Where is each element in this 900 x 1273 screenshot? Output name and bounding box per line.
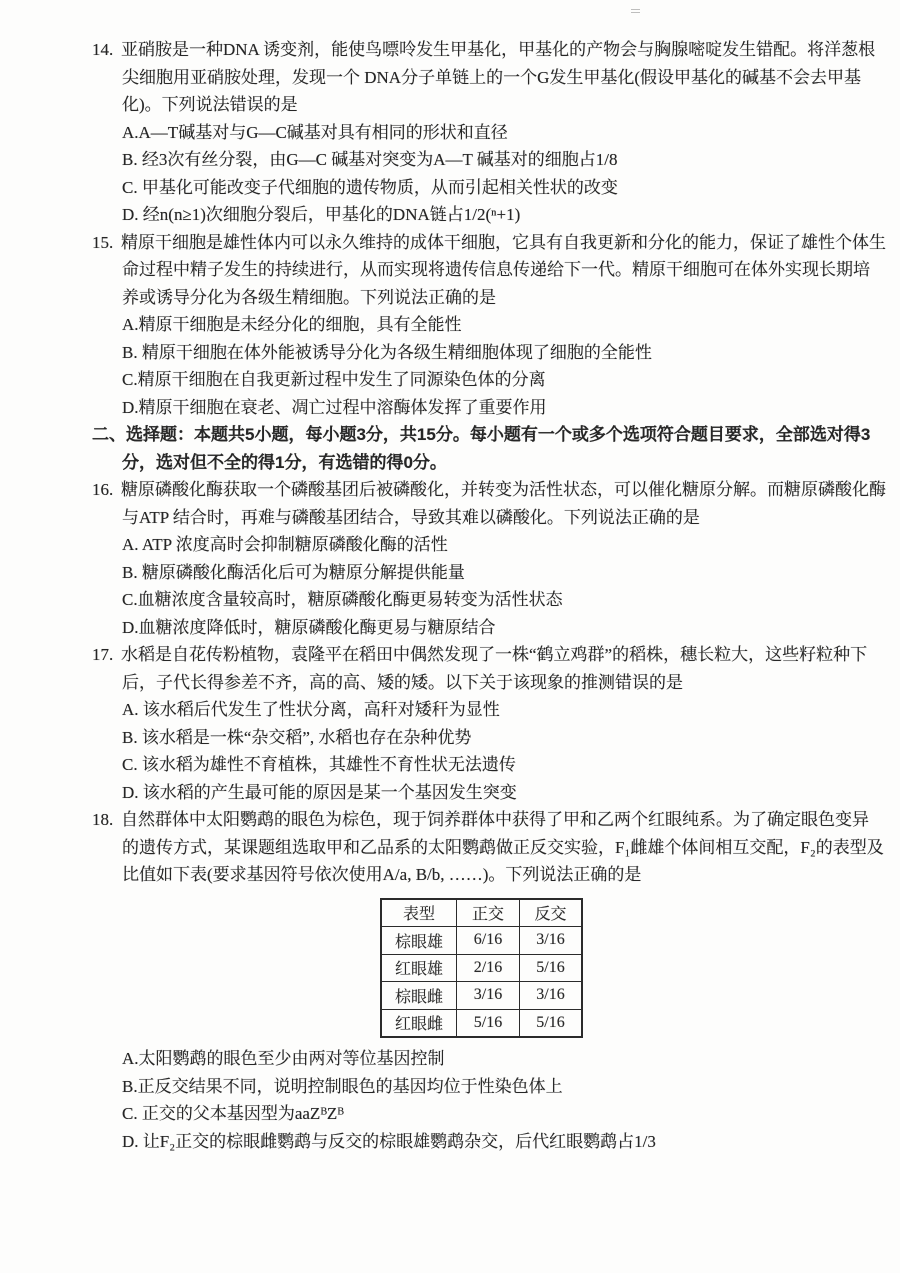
question-stem-line: 尖细胞用亚硝胺处理，发现一个 DNA分子单链上的一个G发生甲基化(假设甲基化的碱基不会去甲基 bbox=[122, 67, 862, 87]
table-cell: 红眼雄 bbox=[381, 954, 457, 982]
option-b: B. 该水稻是一株“杂交稻”, 水稻也存在杂种优势 bbox=[122, 727, 472, 747]
option-c: C. 该水稻为雄性不育植株，其雄性不育性状无法遗传 bbox=[122, 755, 516, 774]
question-stem-text: 自然群体中太阳鹦鹉的眼色为棕色，现于饲养群体中获得了甲和乙两个红眼纯系。为了确定眼色变异 bbox=[121, 810, 869, 829]
table-cell: 6/16 bbox=[457, 927, 520, 955]
question-stem-line: 命过程中精子发生的持续进行，从而实现将遗传信息传递给下一代。精原干细胞可在体外实现长期培 bbox=[122, 260, 870, 279]
table-row bbox=[381, 954, 582, 982]
question-stem-line: 的遗传方式，某课题组选取甲和乙品系的太阳鹦鹉做正反交实验，F₁雌雄个体间相互交配，F₂的表型及 bbox=[122, 837, 884, 857]
table-cell: 3/16 bbox=[520, 982, 583, 1010]
table-cell: 棕眼雄 bbox=[381, 927, 457, 955]
question-number: 18. bbox=[92, 810, 114, 829]
table-cell: 5/16 bbox=[520, 1009, 583, 1037]
option-d: D. 该水稻的产生最可能的原因是某一个基因发生突变 bbox=[122, 782, 517, 802]
question-number: 15. bbox=[92, 232, 114, 252]
question-18 bbox=[92, 806, 884, 1155]
table-cell: 5/16 bbox=[520, 954, 583, 982]
table-header-cell: 表型 bbox=[381, 899, 457, 927]
section-header-line: 二、选择题：本题共5小题，每小题3分，共15分。每小题有一个或多个选项符合题目要求，全部选对得3 bbox=[92, 425, 871, 444]
table-cell: 3/16 bbox=[457, 982, 520, 1010]
question-stem-line: 与ATP 结合时，再难与磷酸基团结合，导致其难以磷酸化。下列说法正确的是 bbox=[122, 507, 700, 527]
option-b: B. 糖原磷酸化酶活化后可为糖原分解提供能量 bbox=[122, 562, 465, 582]
table-header-cell: 正交 bbox=[457, 899, 520, 927]
option-b: B. 经3次有丝分裂，由G—C 碱基对突变为A—T 碱基对的细胞占1/8 bbox=[122, 150, 618, 169]
question-stem-text: 糖原磷酸化酶获取一个磷酸基团后被磷酸化，并转变为活性状态，可以催化糖原分解。而糖原磷酸化酶 bbox=[121, 480, 886, 499]
question-stem-line bbox=[92, 36, 876, 64]
option-c: C.精原干细胞在自我更新过程中发生了同源染色体的分离 bbox=[122, 370, 546, 389]
table-cell: 5/16 bbox=[457, 1009, 520, 1037]
table-header-row bbox=[381, 899, 582, 927]
question-stem-line: 养或诱导分化为各级生精细胞。下列说法正确的是 bbox=[122, 287, 496, 307]
question-16 bbox=[92, 476, 886, 641]
question-stem-line bbox=[92, 641, 868, 669]
table-cell: 红眼雌 bbox=[381, 1009, 457, 1037]
question-14 bbox=[92, 36, 876, 229]
question-stem-line: 化)。下列说法错误的是 bbox=[122, 95, 298, 114]
question-stem-line bbox=[92, 229, 886, 257]
option-a: A.A—T碱基对与G—C碱基对具有相同的形状和直径 bbox=[122, 122, 508, 142]
question-stem-text: 亚硝胺是一种DNA 诱变剂，能使鸟嘌呤发生甲基化，甲基化的产物会与胸腺嘧啶发生错配。将洋葱根 bbox=[121, 40, 876, 59]
table-header-cell: 反交 bbox=[520, 899, 583, 927]
question-stem-text: 精原干细胞是雄性体内可以永久维持的成体干细胞，它具有自我更新和分化的能力，保证了雄性个体生 bbox=[121, 232, 886, 252]
section-2-header bbox=[92, 421, 871, 476]
option-d: D. 经n(n≥1)次细胞分裂后，甲基化的DNA链占1/2(ⁿ+1) bbox=[122, 205, 521, 224]
f2-phenotype-table bbox=[380, 898, 583, 1039]
question-stem-line: 后，子代长得参差不齐，高的高、矮的矮。以下关于该现象的推测错误的是 bbox=[122, 672, 683, 692]
option-d: D.血糖浓度降低时，糖原磷酸化酶更易与糖原结合 bbox=[122, 617, 496, 637]
page-content bbox=[92, 36, 886, 1155]
option-d: D. 让F₂正交的棕眼雌鹦鹉与反交的棕眼雄鹦鹉杂交，后代红眼鹦鹉占1/3 bbox=[122, 1131, 656, 1151]
question-stem-line bbox=[92, 476, 886, 504]
option-c: C.血糖浓度含量较高时，糖原磷酸化酶更易转变为活性状态 bbox=[122, 590, 563, 609]
scan-artifact bbox=[631, 9, 640, 14]
question-number: 17. bbox=[92, 645, 114, 664]
question-stem-text: 水稻是自花传粉植物，袁隆平在稻田中偶然发现了一株“鹤立鸡群”的稻株，穗长粒大，这些籽粒种下 bbox=[121, 645, 868, 664]
option-a: A. ATP 浓度高时会抑制糖原磷酸化酶的活性 bbox=[122, 535, 448, 554]
table-row bbox=[381, 927, 582, 955]
section-header-line: 分，选对但不全的得1分，有选错的得0分。 bbox=[122, 452, 447, 472]
question-stem-line: 比值如下表(要求基因符号依次使用A/a, B/b, ……)。下列说法正确的是 bbox=[122, 865, 642, 884]
table-cell: 3/16 bbox=[520, 927, 583, 955]
option-a: A.精原干细胞是未经分化的细胞，具有全能性 bbox=[122, 315, 462, 334]
option-a: A.太阳鹦鹉的眼色至少由两对等位基因控制 bbox=[122, 1049, 445, 1068]
question-number: 14. bbox=[92, 40, 114, 59]
table-row bbox=[381, 1009, 582, 1037]
option-c: C. 正交的父本基因型为aaZᴮZᴮ bbox=[122, 1104, 344, 1123]
question-17 bbox=[92, 641, 868, 806]
option-a: A. 该水稻后代发生了性状分离，高秆对矮秆为显性 bbox=[122, 700, 500, 719]
question-stem-line bbox=[92, 806, 869, 834]
table-row bbox=[381, 982, 582, 1010]
option-b: B. 精原干细胞在体外能被诱导分化为各级生精细胞体现了细胞的全能性 bbox=[122, 342, 652, 362]
option-d: D.精原干细胞在衰老、凋亡过程中溶酶体发挥了重要作用 bbox=[122, 397, 547, 417]
table-cell: 2/16 bbox=[457, 954, 520, 982]
question-number: 16. bbox=[92, 480, 114, 499]
option-c: C. 甲基化可能改变子代细胞的遗传物质，从而引起相关性状的改变 bbox=[122, 177, 618, 197]
option-b: B.正反交结果不同，说明控制眼色的基因均位于性染色体上 bbox=[122, 1076, 563, 1096]
table-cell: 棕眼雌 bbox=[381, 982, 457, 1010]
question-15 bbox=[92, 229, 886, 422]
